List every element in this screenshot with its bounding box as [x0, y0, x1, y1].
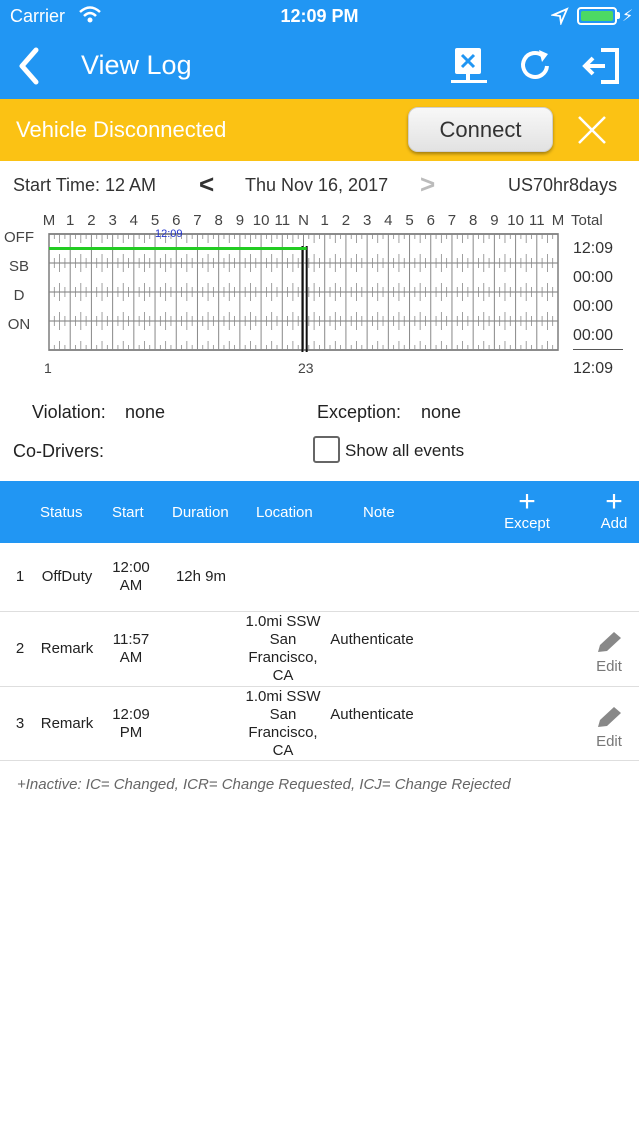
row-label-d: D	[13, 287, 25, 304]
row-status: Remark	[40, 640, 94, 657]
row-start: 12:09 PM	[112, 706, 150, 741]
hour-label: 11	[528, 212, 545, 229]
hour-label: 6	[426, 212, 435, 229]
hour-label: 8	[468, 212, 478, 229]
hour-label: 5	[405, 212, 414, 229]
row-status: Remark	[40, 715, 94, 732]
edit-button[interactable]	[587, 705, 631, 750]
plus-icon: +	[605, 485, 623, 518]
header-start: Start	[112, 504, 144, 521]
events-table-header	[0, 481, 639, 543]
hour-label: 4	[129, 212, 138, 229]
header-status: Status	[40, 504, 83, 521]
battery-icon	[577, 7, 617, 25]
except-button[interactable]	[497, 485, 557, 532]
total-header: Total	[571, 212, 603, 229]
log-info	[0, 395, 639, 470]
row-duration: 12h 9m	[175, 568, 227, 585]
total-d: 00:00	[573, 298, 614, 315]
except-label: Except	[504, 515, 550, 532]
hour-label: 3	[108, 212, 117, 229]
hour-label: N	[298, 212, 309, 229]
axis-start-label: 1	[44, 360, 52, 376]
hour-label: 1	[320, 212, 329, 229]
banner-message: Vehicle Disconnected	[16, 117, 227, 142]
row-label-off: OFF	[4, 229, 34, 246]
violation-label: Violation:	[32, 402, 106, 422]
row-location: 1.0mi SSW San Francisco, CA	[245, 613, 321, 684]
exception-value: none	[421, 402, 462, 422]
close-icon[interactable]	[576, 114, 608, 146]
pencil-icon	[594, 705, 624, 731]
refresh-icon[interactable]	[514, 44, 558, 88]
total-on: 00:00	[573, 327, 614, 344]
ruleset-label: US70hr8days	[508, 175, 618, 195]
clock-label: 12:09 PM	[280, 6, 359, 26]
row-status: OffDuty	[41, 568, 93, 585]
hour-label: 7	[447, 212, 457, 229]
row-label-sb: SB	[8, 258, 29, 275]
carrier-label: Carrier	[10, 6, 66, 26]
hour-label: M	[42, 212, 56, 229]
hour-label: 3	[362, 212, 372, 229]
hour-label: 1	[66, 212, 75, 229]
hour-label: 9	[235, 212, 245, 229]
duty-status-graph	[0, 205, 639, 385]
codrivers-label: Co-Drivers:	[13, 441, 105, 461]
hour-label: 10	[252, 212, 270, 229]
show-all-events-label[interactable]: Show all events	[345, 441, 465, 460]
table-row[interactable]	[0, 612, 639, 687]
row-number: 2	[15, 640, 25, 657]
logout-icon[interactable]	[581, 44, 625, 88]
pencil-icon	[594, 630, 624, 656]
previous-day-button[interactable]: <	[199, 169, 215, 199]
plus-icon: +	[518, 485, 536, 518]
hour-label: 11	[274, 212, 291, 229]
hour-label: 4	[384, 212, 393, 229]
hour-label: 9	[490, 212, 499, 229]
disconnect-device-icon[interactable]	[447, 44, 491, 88]
edit-label: Edit	[596, 733, 622, 750]
back-chevron-icon[interactable]	[14, 46, 44, 86]
show-all-events-checkbox[interactable]	[313, 436, 340, 463]
current-date-label: Thu Nov 16, 2017	[245, 175, 389, 195]
vehicle-disconnected-banner	[0, 99, 639, 161]
hour-label: 5	[150, 212, 160, 229]
row-location: 1.0mi SSW San Francisco, CA	[245, 688, 321, 759]
hour-label: 7	[193, 212, 202, 229]
total-divider	[573, 349, 623, 350]
date-row	[0, 169, 639, 200]
table-row[interactable]	[0, 543, 639, 612]
row-note: Authenticate	[330, 631, 414, 648]
row-number: 1	[15, 568, 25, 585]
edit-label: Edit	[596, 658, 622, 675]
total-off: 12:09	[573, 240, 614, 257]
charging-icon: ⚡	[622, 8, 634, 25]
axis-marker-label: 23	[298, 360, 314, 376]
violation-value: none	[125, 402, 166, 422]
row-start: 12:00 AM	[112, 559, 150, 594]
row-label-on: ON	[7, 316, 31, 333]
header-note: Note	[363, 504, 395, 521]
row-number: 3	[15, 715, 25, 732]
add-button[interactable]	[584, 485, 639, 532]
header-duration: Duration	[172, 504, 229, 521]
row-note: Authenticate	[330, 706, 414, 723]
table-row[interactable]	[0, 687, 639, 761]
add-label: Add	[600, 515, 628, 532]
location-arrow-icon	[551, 7, 569, 30]
edit-button[interactable]	[587, 630, 631, 675]
current-marker-label: 12:09	[155, 228, 183, 240]
navigation-bar	[0, 32, 639, 99]
grand-total: 12:09	[573, 360, 614, 377]
next-day-button[interactable]: >	[420, 169, 436, 199]
total-sb: 00:00	[573, 269, 614, 286]
battery-tip	[617, 12, 620, 19]
page-title: View Log	[81, 50, 192, 80]
hour-label: 8	[214, 212, 223, 229]
duty-grid	[0, 205, 639, 385]
exception-label: Exception:	[317, 402, 402, 422]
hour-label: 6	[172, 212, 181, 229]
hour-label: 10	[507, 212, 524, 229]
header-location: Location	[256, 504, 313, 521]
status-legend: +Inactive: IC= Changed, ICR= Change Requested, ICJ= Change Rejected	[17, 776, 511, 793]
status-bar	[0, 0, 639, 32]
hour-label: 2	[87, 212, 96, 229]
hour-label: 2	[341, 212, 351, 229]
connect-button[interactable]: Connect	[408, 107, 553, 152]
hour-label: M	[551, 212, 565, 229]
start-time-label: Start Time: 12 AM	[13, 175, 157, 195]
row-start: 11:57 AM	[112, 631, 150, 666]
